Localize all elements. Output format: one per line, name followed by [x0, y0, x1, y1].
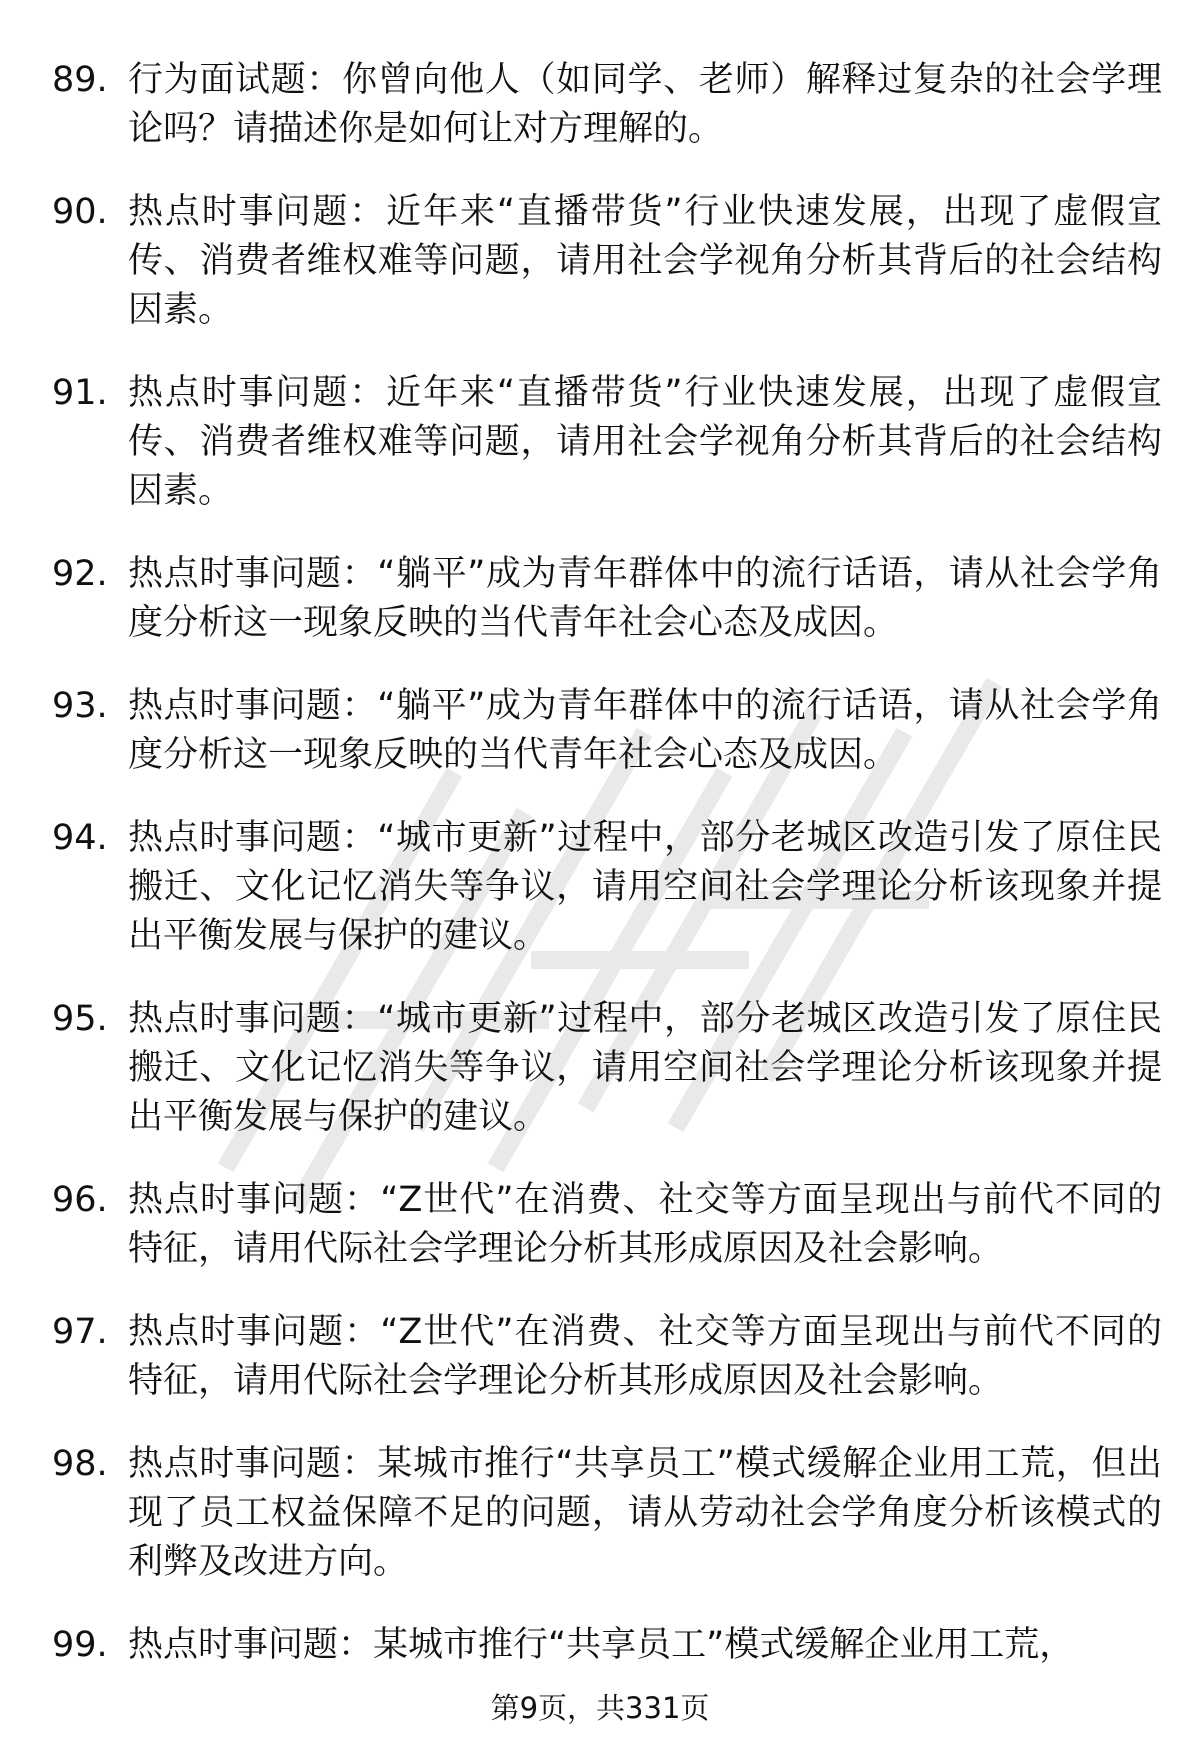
question-text: 热点时事问题：“Z世代”在消费、社交等方面呈现出与前代不同的特征，请用代际社会学理论分析其形成原因及社会影响。	[128, 1312, 1162, 1401]
question-text: 热点时事问题：近年来“直播带货”行业快速发展，出现了虚假宣传、消费者维权难等问题，请用社会学视角分析其背后的社会结构因素。	[128, 373, 1162, 511]
question-text: 热点时事问题：“躺平”成为青年群体中的流行话语，请从社会学角度分析这一现象反映的当代青年社会心态及成因。	[128, 554, 1162, 643]
question-item-93	[52, 682, 1162, 780]
question-item-99	[52, 1621, 1162, 1670]
page-footer	[0, 1688, 1200, 1728]
question-text: 热点时事问题：“城市更新”过程中，部分老城区改造引发了原住民搬迁、文化记忆消失等争议，请用空间社会学理论分析该现象并提出平衡发展与保护的建议。	[128, 999, 1162, 1137]
question-list	[52, 56, 1162, 1704]
question-item-90	[52, 188, 1162, 335]
question-text: 热点时事问题：“城市更新”过程中，部分老城区改造引发了原住民搬迁、文化记忆消失等争议，请用空间社会学理论分析该现象并提出平衡发展与保护的建议。	[128, 818, 1162, 956]
question-number: 92.	[52, 554, 108, 594]
question-text: 热点时事问题：近年来“直播带货”行业快速发展，出现了虚假宣传、消费者维权难等问题，请用社会学视角分析其背后的社会结构因素。	[128, 192, 1162, 330]
question-text: 热点时事问题：“Z世代”在消费、社交等方面呈现出与前代不同的特征，请用代际社会学理论分析其形成原因及社会影响。	[128, 1180, 1162, 1269]
question-item-94	[52, 814, 1162, 961]
question-number: 95.	[52, 999, 108, 1039]
question-item-92	[52, 550, 1162, 648]
question-item-95	[52, 995, 1162, 1142]
question-text: 热点时事问题：“躺平”成为青年群体中的流行话语，请从社会学角度分析这一现象反映的当代青年社会心态及成因。	[128, 686, 1162, 775]
question-text: 行为面试题：你曾向他人（如同学、老师）解释过复杂的社会学理论吗？请描述你是如何让对方理解的。	[128, 60, 1162, 149]
question-item-97	[52, 1308, 1162, 1406]
question-item-96	[52, 1176, 1162, 1274]
question-number: 99.	[52, 1625, 108, 1665]
question-text: 热点时事问题：某城市推行“共享员工”模式缓解企业用工荒，但出现了员工权益保障不足的问题，请从劳动社会学角度分析该模式的利弊及改进方向。	[128, 1444, 1162, 1582]
question-number: 89.	[52, 60, 108, 100]
question-number: 91.	[52, 373, 108, 413]
question-number: 98.	[52, 1444, 108, 1484]
question-number: 93.	[52, 686, 108, 726]
page-number-label: 第9页，共331页	[490, 1691, 710, 1725]
question-number: 90.	[52, 192, 108, 232]
question-number: 96.	[52, 1180, 108, 1220]
question-item-91	[52, 369, 1162, 516]
question-number: 97.	[52, 1312, 108, 1352]
question-item-89	[52, 56, 1162, 154]
question-number: 94.	[52, 818, 108, 858]
question-item-98	[52, 1440, 1162, 1587]
question-text: 热点时事问题：某城市推行“共享员工”模式缓解企业用工荒，	[128, 1625, 1075, 1665]
